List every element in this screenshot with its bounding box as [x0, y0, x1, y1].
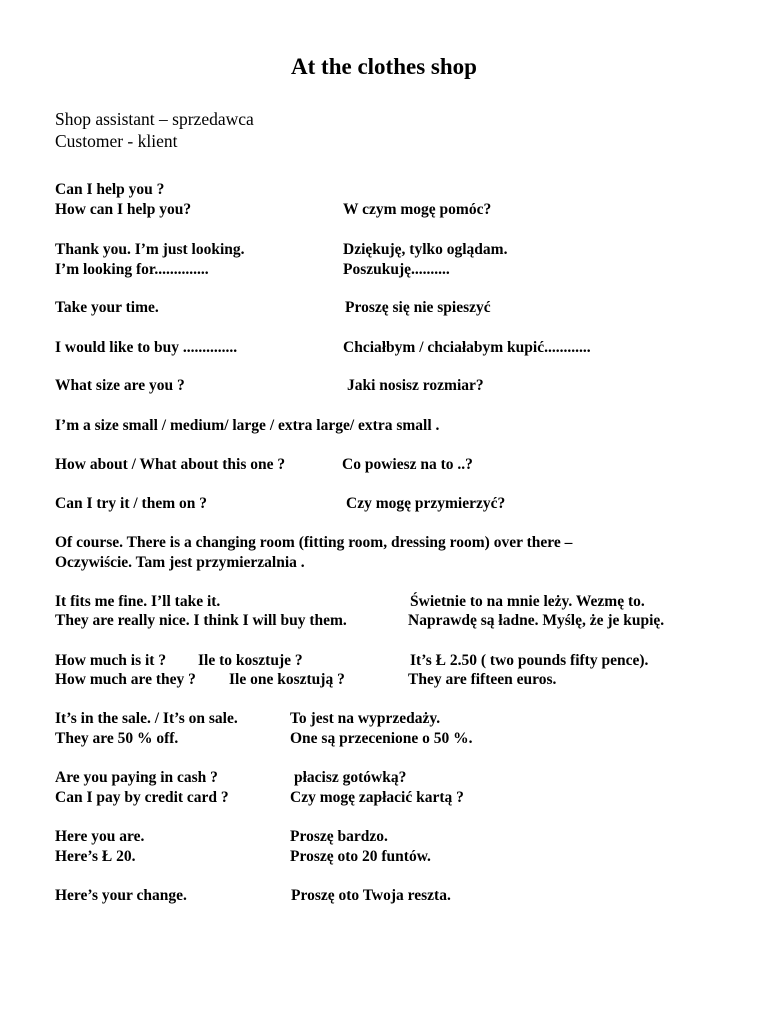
phrase-english: Can I try it / them on ? — [55, 495, 207, 512]
phrase-polish: Ile to kosztuje ? — [198, 652, 303, 669]
phrase-english: It’s in the sale. / It’s on sale. — [55, 710, 238, 727]
phrase-polish: Proszę oto 20 funtów. — [290, 848, 431, 865]
phrase-english: They are really nice. I think I will buy them. — [55, 612, 347, 629]
phrase-english: Of course. There is a changing room (fitting room, dressing room) over there – — [55, 534, 573, 551]
phrase-english: What size are you ? — [55, 377, 185, 394]
phrase-polish: Naprawdę są ładne. Myślę, że je kupię. — [408, 612, 665, 629]
phrase-english: Can I pay by credit card ? — [55, 789, 229, 806]
phrase-polish: Oczywiście. Tam jest przymierzalnia . — [55, 554, 305, 571]
phrase-polish: Proszę oto Twoja reszta. — [291, 887, 451, 904]
phrase-english: They are 50 % off. — [55, 730, 179, 747]
phrase-english: Here’s your change. — [55, 887, 187, 904]
phrase-polish: Świetnie to na mnie leży. Wezmę to. — [410, 593, 645, 610]
phrase-english: Here’s Ł 20. — [55, 848, 136, 865]
phrase-english: Here you are. — [55, 828, 145, 845]
phrase-english: Are you paying in cash ? — [55, 769, 218, 786]
phrase-english: I’m looking for.............. — [55, 261, 209, 278]
phrase-english: I’m a size small / medium/ large / extra large/ extra small . — [55, 417, 440, 434]
phrase-english: Thank you. I’m just looking. — [55, 241, 245, 258]
phrase-english: It fits me fine. I’ll take it. — [55, 593, 221, 610]
phrase-english: Can I help you ? — [55, 181, 165, 198]
phrase-polish: Czy mogę przymierzyć? — [346, 495, 506, 512]
phrase-polish: Poszukuję.......... — [343, 261, 450, 278]
phrase-english-answer: They are fifteen euros. — [408, 671, 557, 688]
phrase-polish: Co powiesz na to ..? — [342, 456, 473, 473]
phrase-polish: płacisz gotówką? — [294, 769, 407, 786]
page-title: At the clothes shop — [291, 54, 477, 79]
phrase-polish: Czy mogę zapłacić kartą ? — [290, 789, 464, 806]
phrase-english: How can I help you? — [55, 201, 192, 218]
phrase-english: How much are they ? — [55, 671, 196, 688]
phrase-polish: Proszę się nie spieszyć — [345, 299, 491, 316]
phrase-polish: To jest na wyprzedaży. — [290, 710, 441, 727]
phrase-english: Take your time. — [55, 299, 159, 316]
phrase-polish: Dziękuję, tylko oglądam. — [343, 241, 508, 258]
phrase-polish: Ile one kosztują ? — [229, 671, 345, 688]
phrase-polish: W czym mogę pomóc? — [343, 201, 492, 218]
phrase-polish: Proszę bardzo. — [290, 828, 388, 845]
vocab-shop-assistant: Shop assistant – sprzedawca — [55, 109, 254, 129]
phrase-english: I would like to buy .............. — [55, 339, 238, 356]
vocab-customer: Customer - klient — [55, 131, 178, 151]
phrase-polish: One są przecenione o 50 %. — [290, 730, 473, 747]
phrase-english: How about / What about this one ? — [55, 456, 286, 473]
phrase-english-answer: It’s Ł 2.50 ( two pounds fifty pence). — [410, 652, 649, 669]
phrase-english: How much is it ? — [55, 652, 167, 669]
phrase-polish: Jaki nosisz rozmiar? — [347, 377, 484, 394]
phrase-polish: Chciałbym / chciałabym kupić............ — [343, 339, 591, 356]
